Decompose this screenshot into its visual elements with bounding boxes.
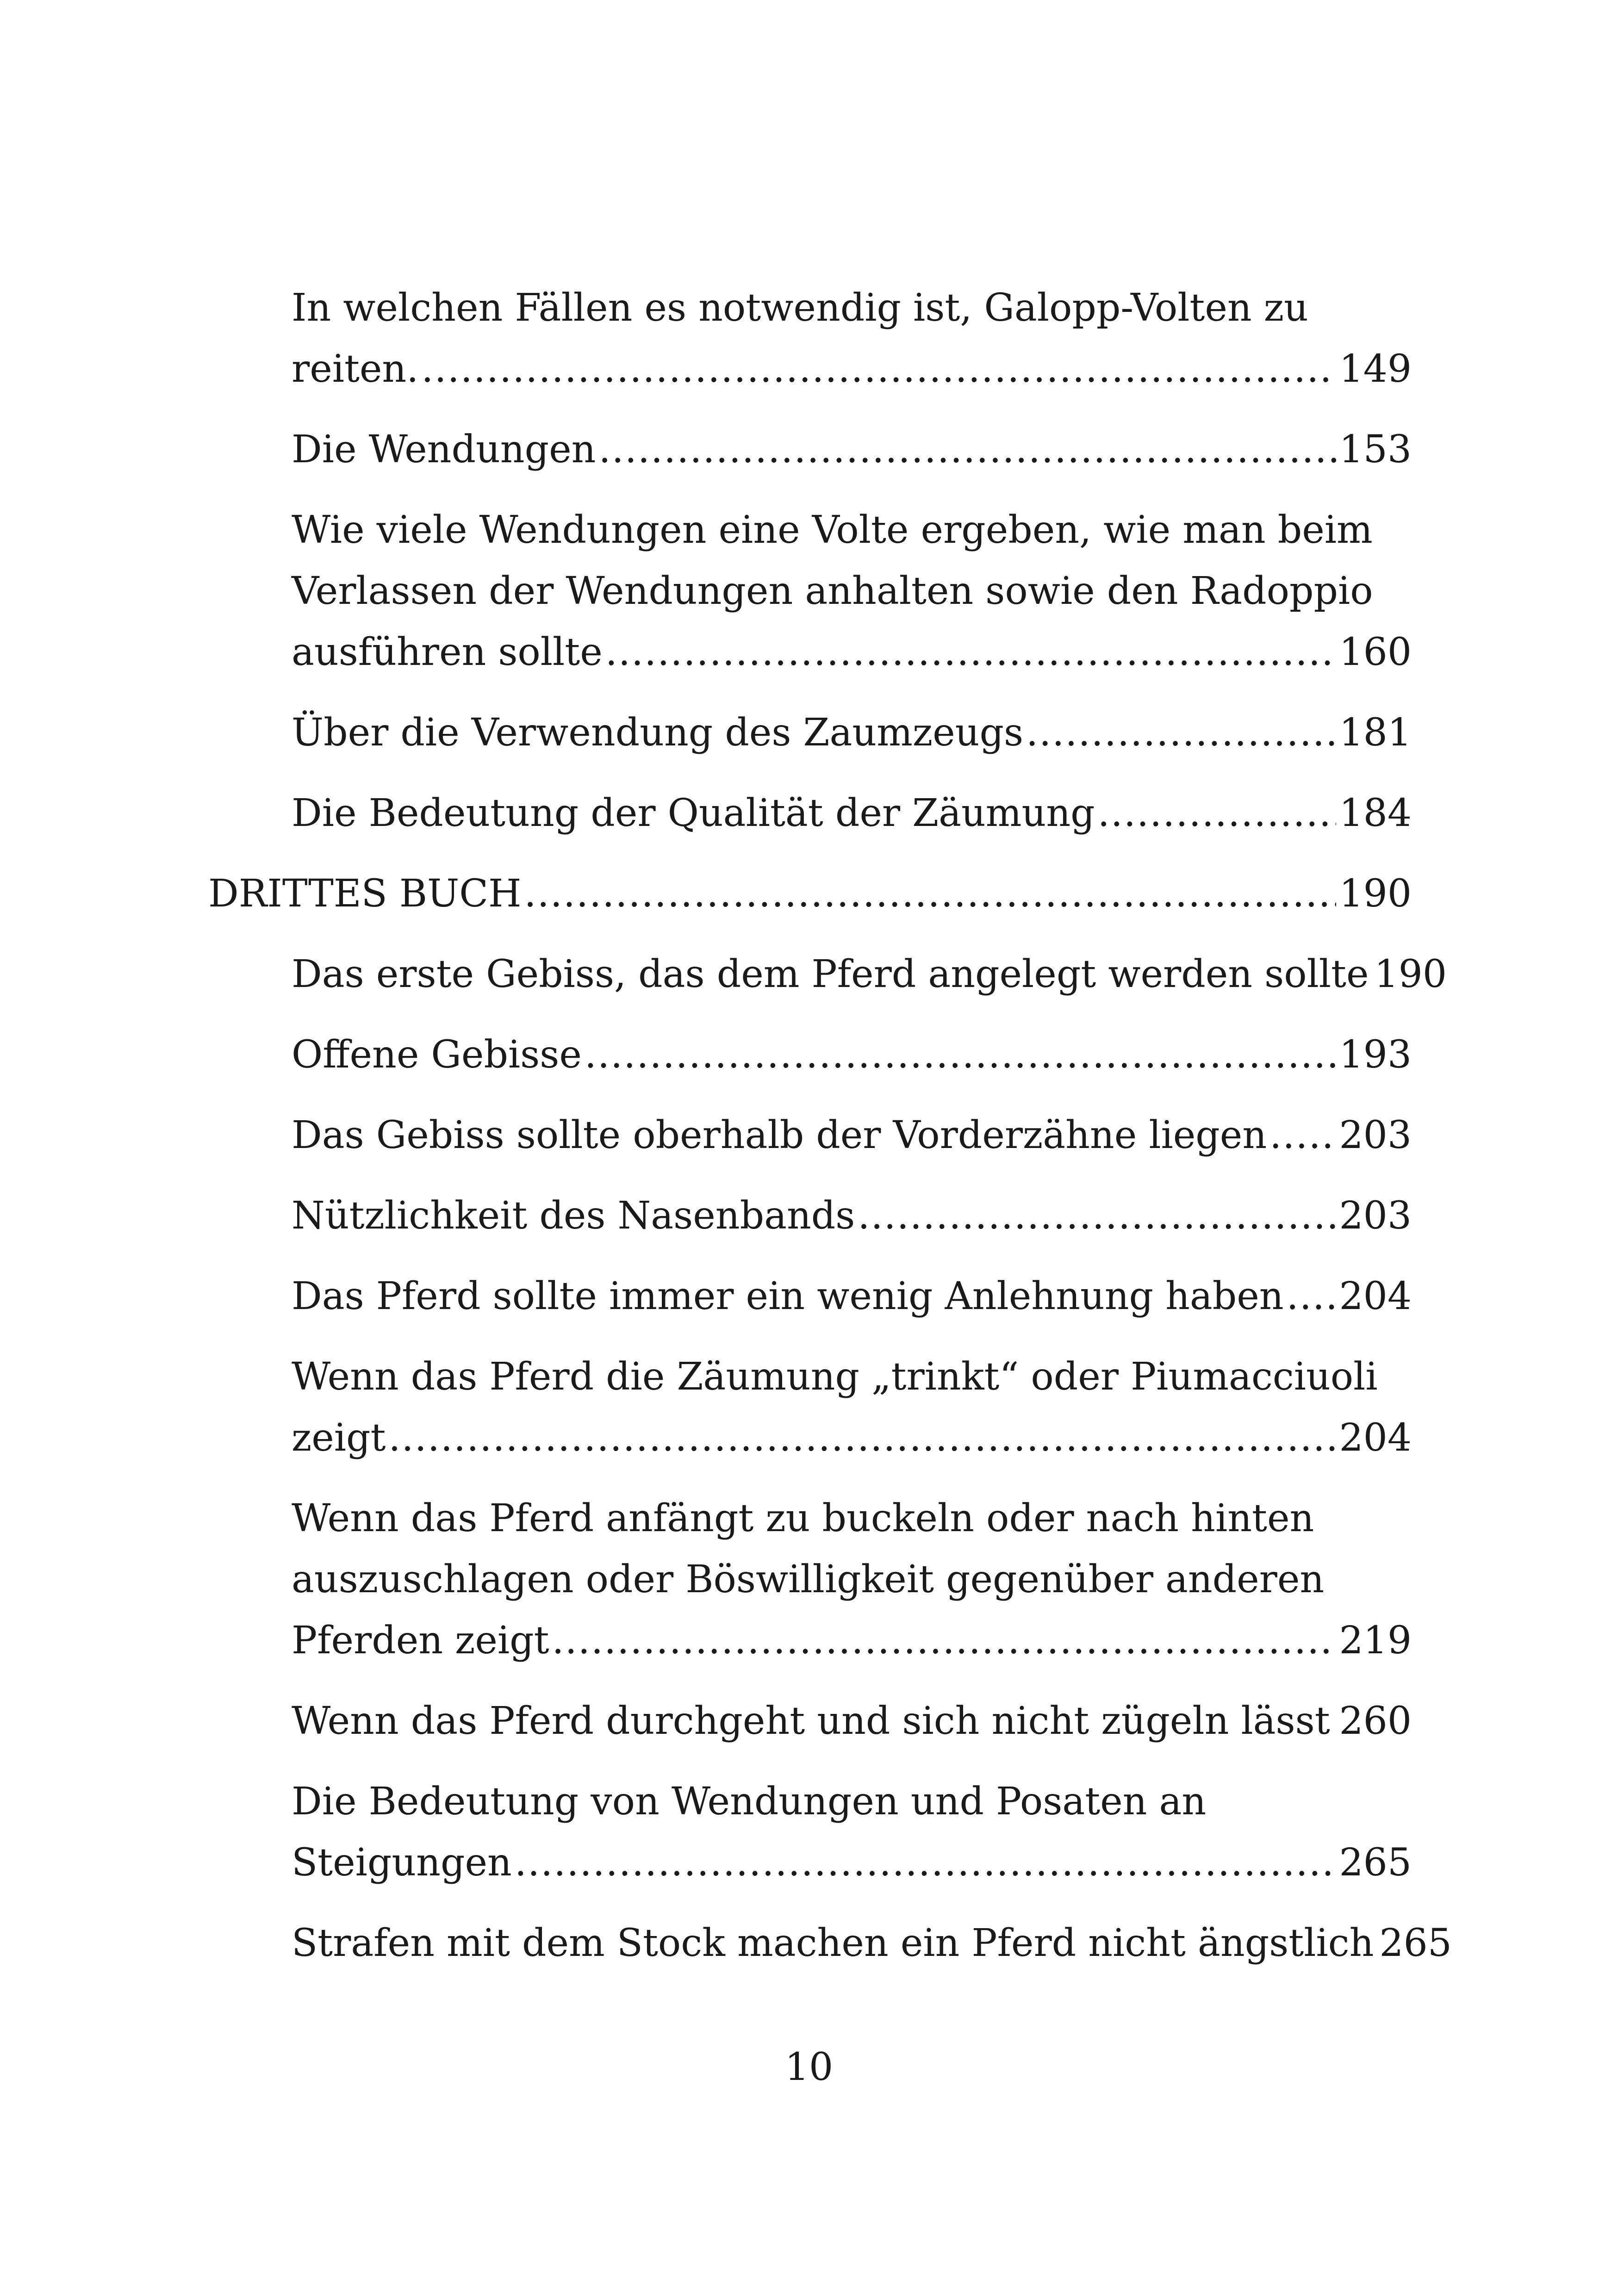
toc-page-number: 203 [1339,1194,1412,1238]
toc-entry[interactable] [208,1771,1412,1893]
toc-entry-title: reiten. [292,347,419,391]
toc-entry-line: Wenn das Pferd die Zäumung „trinkt“ oder Piumacciuoli [292,1355,1378,1399]
toc-entry[interactable] [208,1488,1412,1671]
toc-page-number: 203 [1339,1113,1412,1157]
toc-entry[interactable] [208,500,1412,683]
toc-entry-title: Pferden zeigt [292,1619,549,1663]
dot-leader [524,863,1337,925]
dot-leader [388,1408,1336,1469]
toc-entry-line: Wenn das Pferd anfängt zu buckeln oder nach hinten [292,1496,1314,1540]
toc-entry[interactable] [208,1913,1452,1974]
toc-entry-title: Das Pferd sollte immer ein wenig Anlehnung haben [292,1274,1284,1318]
toc-entry[interactable] [208,944,1447,1005]
dot-leader [585,1024,1337,1086]
dot-leader [598,419,1336,480]
dot-leader [1026,702,1336,763]
toc-page-number: 265 [1339,1841,1412,1885]
toc-entry[interactable] [208,419,1412,480]
toc-page-number: 160 [1339,630,1412,674]
toc-page-number: 193 [1339,1033,1412,1077]
toc-entry-title: Strafen mit dem Stock machen ein Pferd nicht ängstlich [292,1921,1374,1965]
toc-page-number: 204 [1339,1416,1412,1460]
toc-entry[interactable] [208,1691,1412,1752]
toc-entry-line: auszuschlagen oder Böswilligkeit gegenüber anderen [292,1558,1325,1601]
toc-entry-title: Über die Verwendung des Zaumzeugs [292,711,1024,755]
toc-entry-title: Das erste Gebiss, das dem Pferd angelegt werden sollte [292,952,1369,996]
dot-leader [552,1610,1337,1671]
toc-entry-title: Die Wendungen [292,428,596,472]
toc-entry-title: Das Gebiss sollte oberhalb der Vorderzähne liegen [292,1113,1267,1157]
toc-page-number: 153 [1339,428,1412,472]
toc-entry-line: Wie viele Wendungen eine Volte ergeben, wie man beim [292,508,1373,552]
toc-page-number: 219 [1339,1619,1412,1663]
toc-entry-title: Offene Gebisse [292,1033,582,1077]
dot-leader [1098,783,1337,844]
toc-entry-book-heading[interactable] [208,863,1412,925]
toc-entry[interactable] [208,278,1412,400]
toc-entry-title: Die Bedeutung der Qualität der Zäumung [292,791,1095,835]
toc-entry-title: Steigungen [292,1841,512,1885]
dot-leader [1333,1691,1337,1752]
toc-entry-line: In welchen Fällen es notwendig ist, Galopp-Volten zu [292,286,1308,330]
toc-page-number: 184 [1339,791,1412,835]
toc-entry-line: Die Bedeutung von Wendungen und Posaten an [292,1780,1207,1824]
toc-entry-title: ausführen sollte [292,630,603,674]
toc-entry-title: Wenn das Pferd durchgeht und sich nicht zügeln lässt [292,1699,1330,1743]
dot-leader [1270,1105,1336,1166]
toc-entry[interactable] [208,1185,1412,1247]
toc-page-number: 265 [1379,1921,1452,1965]
toc-entry[interactable] [208,1024,1412,1086]
dot-leader [858,1185,1336,1247]
dot-leader [515,1832,1337,1893]
toc-page-number: 190 [1374,952,1447,996]
toc-page-number: 260 [1339,1699,1412,1743]
toc-page-number: 190 [1339,872,1412,916]
toc-entry[interactable] [208,1105,1412,1166]
toc-entry[interactable] [208,702,1412,763]
toc-page-number: 181 [1339,711,1412,755]
toc-entry-title: DRITTES BUCH [208,872,522,916]
dot-leader [605,622,1337,683]
toc-entry-title: Nützlichkeit des Nasenbands [292,1194,855,1238]
dot-leader [1287,1266,1337,1327]
toc-page-number: 204 [1339,1274,1412,1318]
toc-entry-title: zeigt [292,1416,386,1460]
table-of-contents [208,278,1452,1993]
toc-entry-line: Verlassen der Wendungen anhalten sowie den Radoppio [292,569,1373,613]
toc-entry[interactable] [208,783,1412,844]
toc-entry[interactable] [208,1347,1412,1469]
page-number: 10 [784,2045,834,2089]
toc-entry[interactable] [208,1266,1412,1327]
dot-leader [421,339,1336,400]
toc-page-number: 149 [1339,347,1412,391]
